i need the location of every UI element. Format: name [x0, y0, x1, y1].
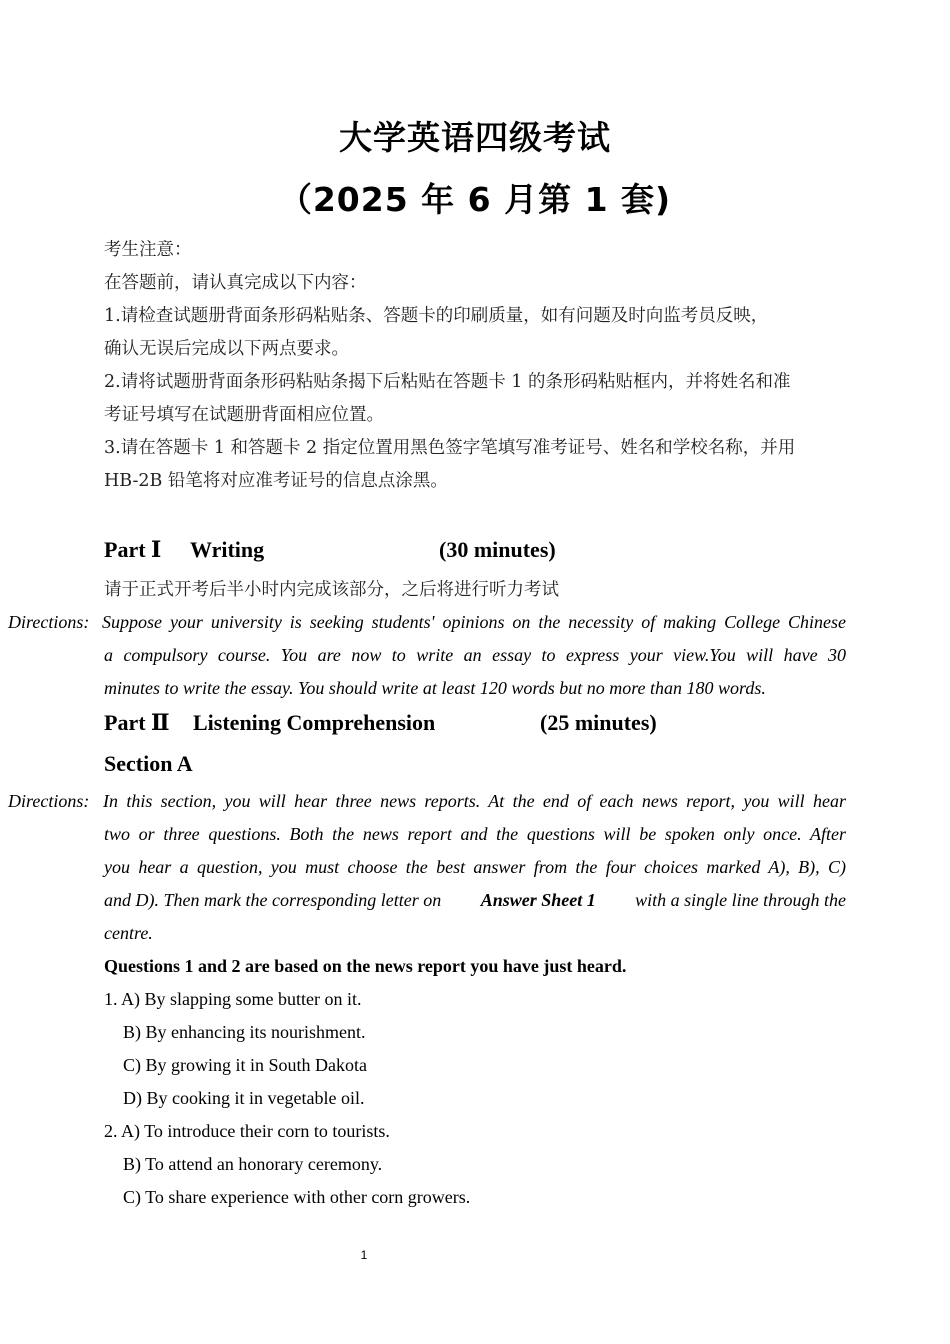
notice-item-2-cont: 考证号填写在试题册背面相应位置。	[104, 405, 384, 425]
part2-directions-line2: two or three questions. Both the news report and the questions will be spoken only once. After	[104, 824, 846, 844]
part1-time: (30 minutes)	[439, 537, 556, 562]
part2-directions-label: Directions:	[8, 791, 90, 811]
q1-option-c: C) By growing it in South Dakota	[123, 1055, 367, 1075]
part1-directions-line2: a compulsory course. You are now to write an essay to express your view.You will have 30	[104, 645, 846, 665]
exam-title: 大学英语四级考试	[339, 118, 611, 157]
exam-subtitle: （2025 年 6 月第 1 套)	[278, 180, 672, 219]
q1-option-b: B) By enhancing its nourishment.	[123, 1022, 366, 1042]
part2-label: Part Ⅱ	[104, 710, 170, 735]
part2-directions-line4	[104, 884, 846, 917]
notice-item-1-cont: 确认无误后完成以下两点要求。	[104, 339, 349, 359]
answer-sheet-1-ref: Answer Sheet 1	[480, 890, 596, 910]
notice-heading: 考生注意：	[104, 240, 192, 260]
part2-heading	[104, 710, 657, 736]
q2-option-c: C) To share experience with other corn growers.	[123, 1187, 471, 1207]
part1-heading	[104, 537, 556, 563]
notice-item-3: 3.请在答题卡 1 和答题卡 2 指定位置用黑色签字笔填写准考证号、姓名和学校名称，并用	[104, 438, 796, 458]
q2-option-b: B) To attend an honorary ceremony.	[123, 1154, 383, 1174]
q1-option-d: D) By cooking it in vegetable oil.	[123, 1088, 365, 1108]
part1-note: 请于正式开考后半小时内完成该部分，之后将进行听力考试	[104, 580, 559, 600]
notice-item-3-cont: HB-2B 铅笔将对应准考证号的信息点涂黑。	[104, 471, 448, 491]
part2-name: Listening Comprehension	[193, 710, 436, 735]
part1-directions-line3: minutes to write the essay. You should write at least 120 words but no more than 180 words.	[104, 678, 766, 698]
notice-item-2: 2.请将试题册背面条形码粘贴条揭下后粘贴在答题卡 1 的条形码粘贴框内，并将姓名和准	[104, 372, 791, 392]
questions-intro: Questions 1 and 2 are based on the news report you have just heard.	[104, 956, 627, 976]
part2-time: (25 minutes)	[540, 710, 657, 735]
part2-directions-line1: In this section, you will hear three news reports. At the end of each news report, you will hear	[103, 791, 846, 811]
q1-option-a: 1. A) By slapping some butter on it.	[104, 989, 362, 1009]
part1-directions-label: Directions:	[8, 612, 90, 632]
part1-directions-line1: Suppose your university is seeking students' opinions on the necessity of making College Chinese	[102, 612, 846, 632]
q2-option-a: 2. A) To introduce their corn to tourists.	[104, 1121, 390, 1141]
notice-item-1: 1.请检查试题册背面条形码粘贴条、答题卡的印刷质量，如有问题及时向监考员反映，	[104, 306, 769, 326]
section-a-heading: Section A	[104, 751, 193, 776]
notice-intro: 在答题前，请认真完成以下内容：	[104, 273, 367, 293]
part2-directions-line4-pre: and D). Then mark the corresponding letter on	[104, 890, 442, 910]
part2-directions-line3: you hear a question, you must choose the best answer from the four choices marked A), B), C)	[104, 857, 846, 877]
part1-label: Part Ⅰ	[104, 537, 162, 562]
page-number: 1	[360, 1248, 368, 1262]
part1-name: Writing	[190, 537, 265, 562]
part2-directions-line4-post: with a single line through the	[635, 890, 846, 910]
part2-directions-line5: centre.	[104, 923, 153, 943]
